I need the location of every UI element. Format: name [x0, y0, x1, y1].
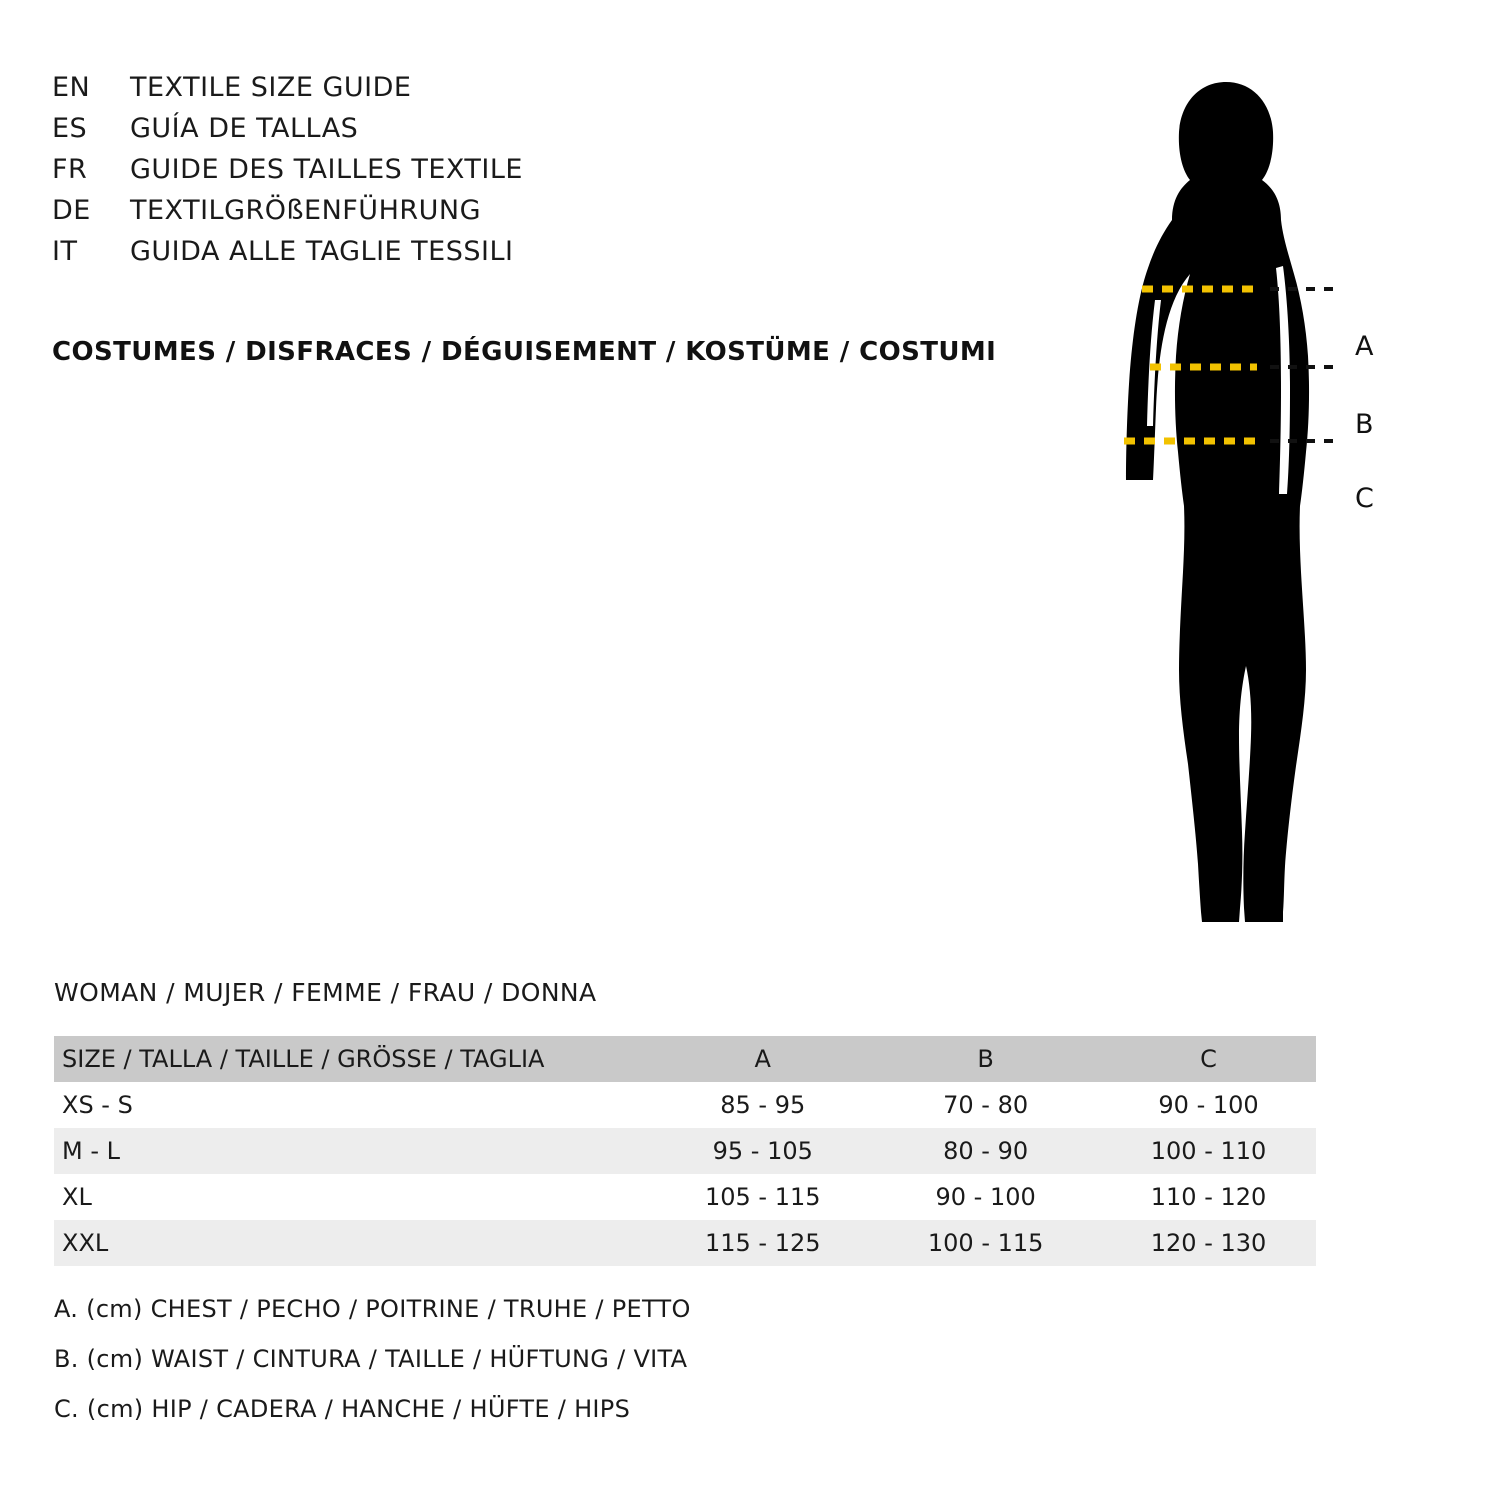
language-list [52, 72, 1012, 277]
cell-c: 100 - 110 [1093, 1128, 1316, 1174]
table-section-title: WOMAN / MUJER / FEMME / FRAU / DONNA [54, 978, 597, 1007]
size-table-body [54, 1082, 1316, 1266]
marker-label-b: B [1355, 409, 1374, 440]
language-text-es: GUÍA DE TALLAS [130, 113, 359, 144]
language-code-fr: FR [52, 154, 88, 185]
cell-size: XXL [54, 1220, 647, 1266]
legend-line-b: B. (cm) WAIST / CINTURA / TAILLE / HÜFTUNG / VITA [54, 1345, 688, 1373]
legend-line-a: A. (cm) CHEST / PECHO / POITRINE / TRUHE / PETTO [54, 1295, 691, 1323]
column-header-b: B [870, 1036, 1093, 1082]
cell-size: XS - S [54, 1082, 647, 1128]
column-header-a: A [647, 1036, 870, 1082]
cell-size: XL [54, 1174, 647, 1220]
language-row-fr [52, 154, 1012, 195]
marker-label-c: C [1355, 483, 1374, 514]
marker-label-a: A [1355, 331, 1374, 362]
cell-a: 115 - 125 [647, 1220, 870, 1266]
language-row-de [52, 195, 1012, 236]
cell-c: 120 - 130 [1093, 1220, 1316, 1266]
cell-a: 95 - 105 [647, 1128, 870, 1174]
measurement-legend [54, 1295, 1154, 1445]
table-row [54, 1082, 1316, 1128]
legend-line-c: C. (cm) HIP / CADERA / HANCHE / HÜFTE / HIPS [54, 1395, 631, 1423]
cell-b: 90 - 100 [870, 1174, 1093, 1220]
cell-a: 85 - 95 [647, 1082, 870, 1128]
cell-size: M - L [54, 1128, 647, 1174]
language-text-de: TEXTILGRÖßENFÜHRUNG [130, 195, 482, 226]
cell-b: 80 - 90 [870, 1128, 1093, 1174]
cell-a: 105 - 115 [647, 1174, 870, 1220]
size-table [54, 1036, 1316, 1266]
language-code-es: ES [52, 113, 88, 144]
column-header-size: SIZE / TALLA / TAILLE / GRÖSSE / TAGLIA [54, 1036, 647, 1082]
table-header-row [54, 1036, 1316, 1082]
cell-b: 70 - 80 [870, 1082, 1093, 1128]
table-row [54, 1220, 1316, 1266]
language-row-it [52, 236, 1012, 277]
cell-b: 100 - 115 [870, 1220, 1093, 1266]
table-row [54, 1174, 1316, 1220]
cell-c: 90 - 100 [1093, 1082, 1316, 1128]
language-code-de: DE [52, 195, 91, 226]
cell-c: 110 - 120 [1093, 1174, 1316, 1220]
table-row [54, 1128, 1316, 1174]
language-code-it: IT [52, 236, 78, 267]
language-text-it: GUIDA ALLE TAGLIE TESSILI [130, 236, 514, 267]
language-row-en [52, 72, 1012, 113]
category-line: COSTUMES / DISFRACES / DÉGUISEMENT / KOSTÜME / COSTUMI [52, 337, 997, 367]
language-code-en: EN [52, 72, 91, 103]
language-text-fr: GUIDE DES TAILLES TEXTILE [130, 154, 523, 185]
silhouette-icon [1040, 60, 1460, 940]
column-header-c: C [1093, 1036, 1316, 1082]
female-silhouette-figure [1040, 60, 1460, 940]
language-text-en: TEXTILE SIZE GUIDE [130, 72, 412, 103]
language-row-es [52, 113, 1012, 154]
size-table-head [54, 1036, 1316, 1082]
